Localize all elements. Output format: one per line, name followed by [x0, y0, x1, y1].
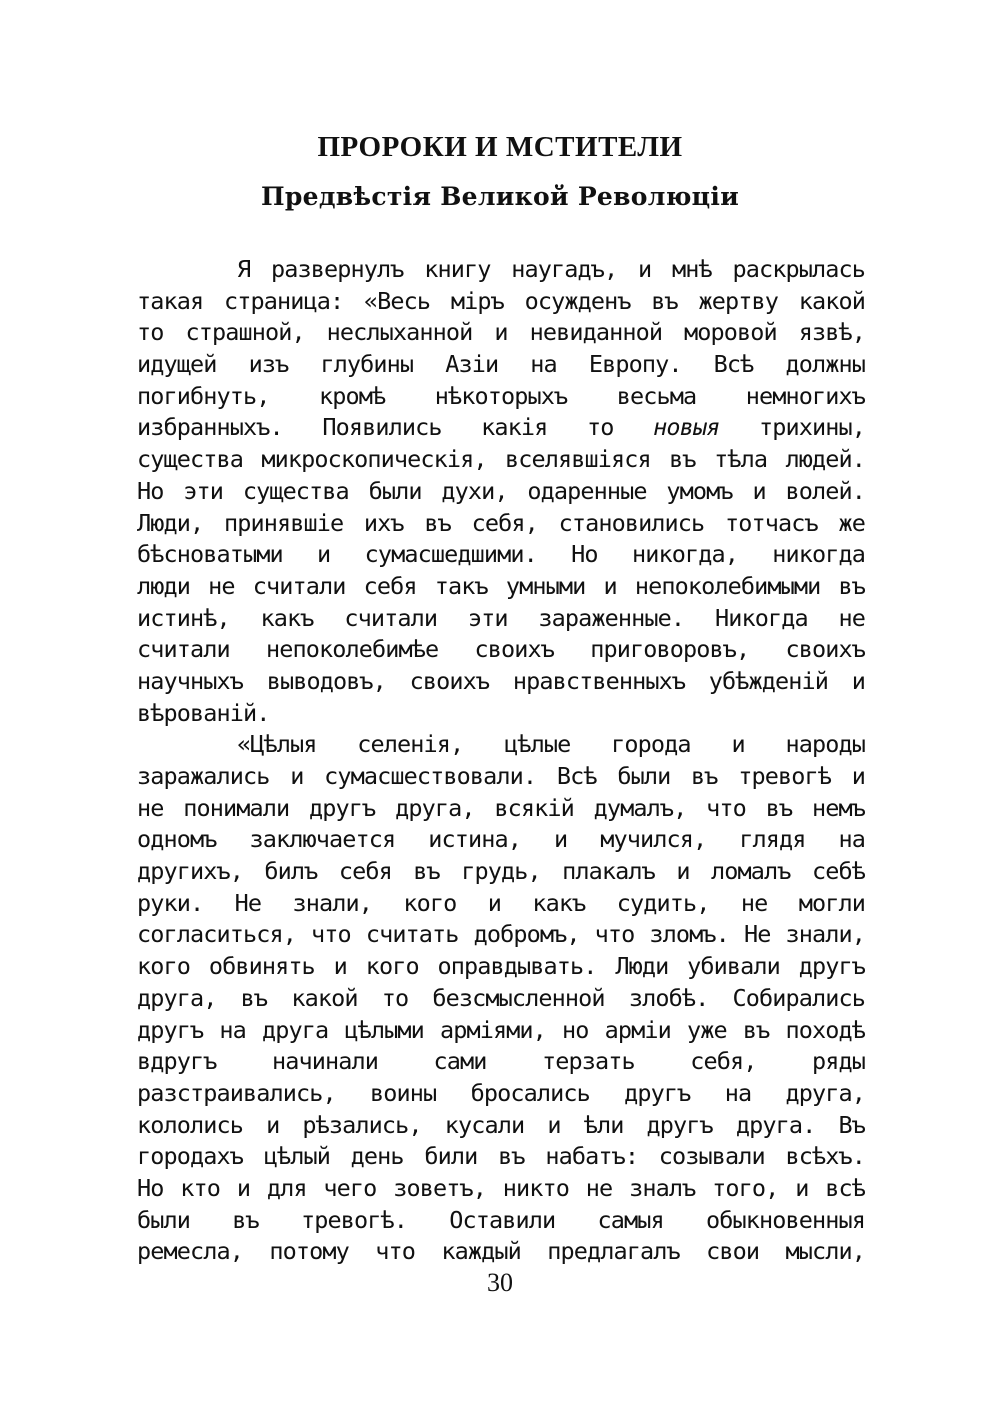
italic-word: новыя — [653, 413, 720, 442]
text-line: не понимали другъ друга, всякій думалъ, что въ немъ — [137, 793, 865, 822]
text-segment: трихины, — [719, 413, 865, 442]
text-line: существа микроскопическія, вселявшіяся въ тѣла людей. — [137, 445, 865, 474]
text-line: бѣсноватыми и сумасшедшими. Но никогда, никогда — [137, 540, 865, 569]
text-segment: избранныхъ. Появились какія то — [137, 413, 654, 442]
text-line: люди не считали себя такъ умными и непоколебимыми въ — [137, 571, 865, 600]
text-line: кого обвинять и кого оправдывать. Люди убивали другъ — [137, 952, 865, 981]
text-line: были въ тревогѣ. Оставили самыя обыкновенныя — [137, 1205, 865, 1234]
text-line: Люди, принявшіе ихъ въ себя, становились тотчасъ же — [137, 508, 865, 537]
text-line: вѣрованій. — [137, 698, 270, 727]
text-line: вдругъ начинали сами терзать себя, ряды — [137, 1047, 865, 1076]
text-line: согласиться, что считать добромъ, что зломъ. Не знали, — [137, 920, 865, 949]
text-line: друга, въ какой то безсмысленной злобѣ. Собирались — [137, 983, 865, 1012]
text-line: Я развернулъ книгу наугадъ, и мнѣ раскрылась — [237, 255, 865, 283]
text-line: разстраивались, воины бросались другъ на друга, — [137, 1078, 865, 1107]
text-line: такая страница: «Весь міръ осужденъ въ жертву какой — [137, 286, 865, 315]
text-line: идущей изъ глубины Азіи на Европу. Всѣ должны — [137, 350, 865, 379]
body-text — [137, 254, 865, 1268]
text-line: истинѣ, какъ считали эти зараженные. Никогда не — [137, 603, 865, 632]
text-line: Но кто и для чего зоветъ, никто не зналъ того, и всѣ — [137, 1173, 865, 1202]
text-line: Но эти существа были духи, одаренные умомъ и волей. — [137, 476, 865, 505]
text-line-with-italic — [137, 412, 865, 444]
text-line: погибнуть, кромѣ нѣкоторыхъ весьма немногихъ — [137, 381, 865, 410]
text-line: ремесла, потому что каждый предлагалъ свои мысли, — [137, 1237, 865, 1266]
text-line: заражались и сумасшествовали. Всѣ были въ тревогѣ и — [137, 762, 865, 790]
text-line: другихъ, билъ себя въ грудь, плакалъ и ломалъ себѣ — [137, 857, 865, 886]
text-line: кололись и рѣзались, кусали и ѣли другъ друга. Въ — [137, 1110, 865, 1139]
page-number: 30 — [487, 1268, 513, 1297]
text-line: другъ на друга цѣлыми арміями, но арміи уже въ походѣ — [137, 1015, 865, 1044]
page-subtitle: Предвѣстія Великой Революціи — [260, 182, 740, 211]
text-line: городахъ цѣлый день били въ набатъ: созывали всѣхъ. — [137, 1142, 865, 1171]
text-line: «Цѣлыя селенія, цѣлые города и народы — [237, 730, 865, 759]
text-line: руки. Не знали, кого и какъ судить, не могли — [137, 888, 865, 917]
text-line: считали непоколебимѣе своихъ приговоровъ, своихъ — [137, 635, 865, 664]
text-line: одномъ заключается истина, и мучился, глядя на — [137, 825, 865, 854]
page-title: ПРОРОКИ И МСТИТЕЛИ — [317, 131, 683, 163]
text-line: научныхъ выводовъ, своихъ нравственныхъ убѣжденій и — [137, 666, 865, 695]
text-line: то страшной, неслыханной и невиданной моровой язвѣ, — [137, 318, 865, 347]
